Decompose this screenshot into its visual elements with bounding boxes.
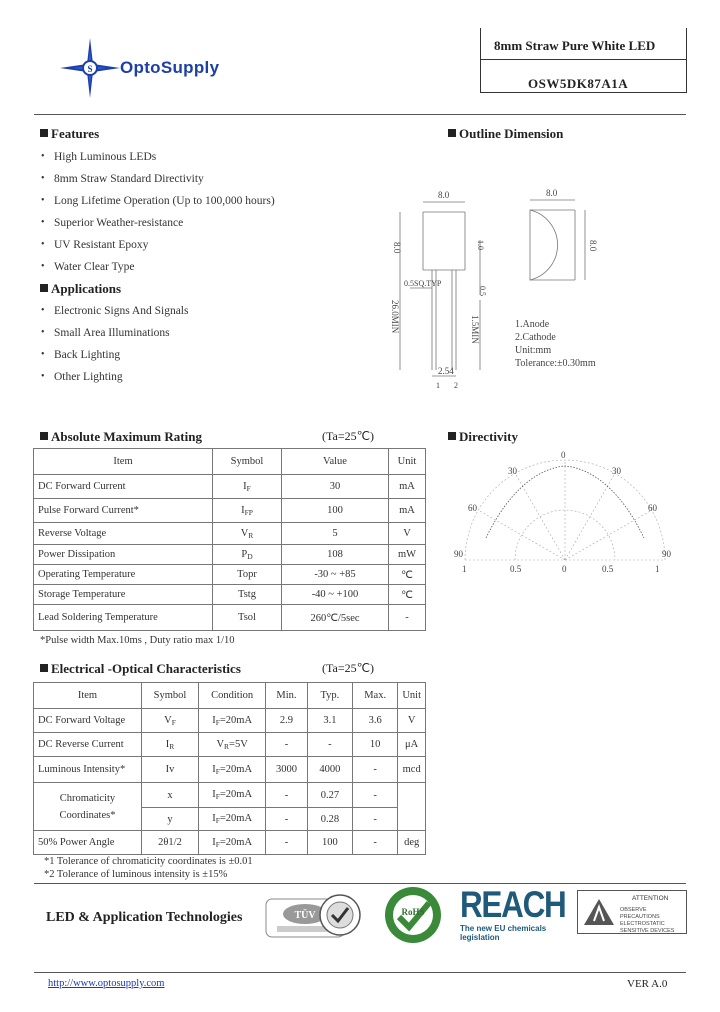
eo-note: *1 Tolerance of chromaticity coordinates is ±0.01 [44,856,253,867]
scale-label: 1 [655,564,660,574]
column-header: Item [34,683,142,709]
part-number: OSW5DK87A1A [528,76,629,91]
dim-side-width-label: 8.0 [546,188,558,198]
version-label: VER A.0 [627,978,668,990]
cell: 5 [282,523,389,545]
cell: 2θ1/2 [141,831,198,855]
abs-max-condition: (Ta=25℃) [322,429,375,443]
cell: ℃ [389,565,426,585]
dim-height-label: 8.0 [392,242,402,254]
angle-label: 30 [612,466,621,476]
cell: $V_R=5V$ [199,733,266,757]
cell: V [389,523,426,545]
angle-label: 90 [454,549,463,559]
outline-drawing [380,180,680,395]
cell: $I_F=20mA$ [199,709,266,733]
cell: -30 ~ +85 [282,565,389,585]
header-divider [480,59,687,60]
table-row [34,831,426,855]
dim-r-label: 1.0 [476,240,485,250]
cell: Tstg [213,585,282,605]
cell: 3.6 [353,709,398,733]
cell: Chromaticity Coordinates* [34,783,142,831]
cell: Storage Temperature [34,585,213,605]
applications-heading: Applications [40,281,121,297]
cell: $V_R$ [213,523,282,545]
product-title: 8mm Straw Pure White LED [494,38,656,53]
cell: 0.28 [307,808,352,831]
table-row [34,499,426,523]
table-row [34,545,426,565]
dim-lead-sq-label: 0.5 [478,286,487,296]
cell: 0.27 [307,783,352,808]
abs-max-table [33,448,426,631]
cell: DC Forward Voltage [34,709,142,733]
eo-condition: (Ta=25℃) [322,661,375,675]
column-header: Typ. [307,683,352,709]
cell: $P_D$ [213,545,282,565]
column-header: Item [34,449,213,475]
cell: mW [389,545,426,565]
angle-label: 60 [648,503,657,513]
website-link[interactable]: http://www.optosupply.com [48,978,165,989]
cell: Pulse Forward Current* [34,499,213,523]
scale-label: 0.5 [510,564,522,574]
dim-min-label: 1.5MIN [470,315,480,344]
list-item: • Water Clear Type [40,256,275,278]
eo-heading: Electrical -Optical Characteristics [40,661,241,677]
cell: $I_F=20mA$ [199,831,266,855]
table-row [34,585,426,605]
outline-note: Unit:mm [515,345,552,356]
column-header: Min. [266,683,308,709]
reach-logo: REACH [460,884,566,925]
cell: - [353,831,398,855]
dim-side-height-label: 8.0 [588,240,598,252]
scale-label: 0.5 [602,564,614,574]
list-item: • Back Lighting [40,344,188,366]
cell: Lead Soldering Temperature [34,605,213,631]
cell: 4000 [307,757,352,783]
scale-label: 0 [562,564,567,574]
column-header: Symbol [213,449,282,475]
cell: mA [389,475,426,499]
angle-label: 30 [508,466,517,476]
table-row [34,605,426,631]
table-header-row [34,449,426,475]
list-item: • UV Resistant Epoxy [40,234,275,256]
cell: - [353,783,398,808]
table-row [34,565,426,585]
angle-label: 0 [561,450,566,460]
esd-warning-badge [577,890,687,934]
eo-table [33,682,426,855]
list-item: • Superior Weather-resistance [40,212,275,234]
certification-seal-icon [318,893,362,937]
rohs-icon [377,885,449,945]
cell: 3.1 [307,709,352,733]
cell: 260℃/5sec [282,605,389,631]
list-item: • Small Area Illuminations [40,322,188,344]
column-header: Unit [389,449,426,475]
cell: DC Reverse Current [34,733,142,757]
cell: mA [389,499,426,523]
cell: $I_R$ [141,733,198,757]
cell: 30 [282,475,389,499]
header-divider [480,28,481,92]
section-divider [34,972,686,973]
brand-name: OptoSupply [120,58,220,77]
cell: - [389,605,426,631]
directivity-heading: Directivity [448,429,518,445]
cell: - [353,808,398,831]
column-header: Unit [398,683,426,709]
table-header-row [34,683,426,709]
cell: Operating Temperature [34,565,213,585]
cell: $V_F$ [141,709,198,733]
cell: Luminous Intensity* [34,757,142,783]
dim-length-label: 26.0MIN [390,300,400,334]
cell: $I_F=20mA$ [199,783,266,808]
table-row [34,523,426,545]
outline-note: Tolerance:±0.30mm [515,358,596,369]
cell: 2.9 [266,709,308,733]
list-item: • High Luminous LEDs [40,146,275,168]
cell: 100 [282,499,389,523]
footer-tagline: LED & Application Technologies [46,910,243,925]
angle-label: 60 [468,503,477,513]
column-header: Symbol [141,683,198,709]
svg-text:TÜV: TÜV [294,910,316,921]
esd-title: ATTENTION [632,895,669,902]
table-row [34,757,426,783]
dim-width-label: 8.0 [438,190,450,200]
svg-text:RoHS: RoHS [401,907,425,917]
cell: 100 [307,831,352,855]
cell: 3000 [266,757,308,783]
cell: 50% Power Angle [34,831,142,855]
cell: - [266,783,308,808]
cell: deg [398,831,426,855]
cell: V [398,709,426,733]
cell: - [307,733,352,757]
cell: - [266,808,308,831]
abs-max-note: *Pulse width Max.10ms , Duty ratio max 1/10 [40,635,235,646]
features-heading: Features [40,126,99,142]
rohs-badge [377,885,449,945]
list-item: • Other Lighting [40,366,188,388]
cell: $I_{FP}$ [213,499,282,523]
svg-text:S: S [87,64,93,74]
angle-label: 90 [662,549,671,559]
cell: Power Dissipation [34,545,213,565]
section-divider [34,883,686,884]
cell: - [266,733,308,757]
cell: ℃ [389,585,426,605]
reach-badge [460,884,566,942]
list-item: • 8mm Straw Standard Directivity [40,168,275,190]
cell: - [266,831,308,855]
outline-note: 2.Cathode [515,332,556,343]
applications-list [40,300,188,388]
cell: $I_F=20mA$ [199,808,266,831]
cell: x [141,783,198,808]
pin1-label: 1 [436,381,440,390]
pin2-label: 2 [454,381,458,390]
dim-lead-label: 0.5SQ.TYP [404,279,442,288]
cell: 10 [353,733,398,757]
dim-pitch-label: 2.54 [438,366,454,376]
cell: $I_F$ [213,475,282,499]
section-divider [34,114,686,115]
cell: y [141,808,198,831]
cell: -40 ~ +100 [282,585,389,605]
optosupply-logo-icon [58,36,122,100]
header-divider [686,28,687,92]
cell: μA [398,733,426,757]
table-row [34,783,426,808]
cell: Iv [141,757,198,783]
column-header: Value [282,449,389,475]
abs-max-heading: Absolute Maximum Rating [40,429,202,445]
esd-warning-icon [582,897,616,927]
scale-label: 1 [462,564,467,574]
features-list [40,146,275,278]
outline-note: 1.Anode [515,319,550,330]
cell [398,783,426,831]
directivity-diagram [450,448,680,578]
cell: Topr [213,565,282,585]
table-row [34,733,426,757]
header-divider [480,92,687,93]
cell: $I_F=20mA$ [199,757,266,783]
cell: - [353,757,398,783]
cell: DC Forward Current [34,475,213,499]
cell: 108 [282,545,389,565]
cell: Tsol [213,605,282,631]
esd-text: OBSERVE PRECAUTIONS ELECTROSTATIC SENSITIVE DEVICES [620,907,675,934]
outline-heading: Outline Dimension [448,126,563,142]
reach-caption: The new EU chemicals legislation [460,924,547,942]
column-header: Condition [199,683,266,709]
list-item: • Long Lifetime Operation (Up to 100,000 hours) [40,190,275,212]
table-row [34,709,426,733]
cell: Reverse Voltage [34,523,213,545]
eo-note: *2 Tolerance of luminous intensity is ±15% [44,869,228,880]
table-row [34,475,426,499]
cell: mcd [398,757,426,783]
column-header: Max. [353,683,398,709]
list-item: • Electronic Signs And Signals [40,300,188,322]
